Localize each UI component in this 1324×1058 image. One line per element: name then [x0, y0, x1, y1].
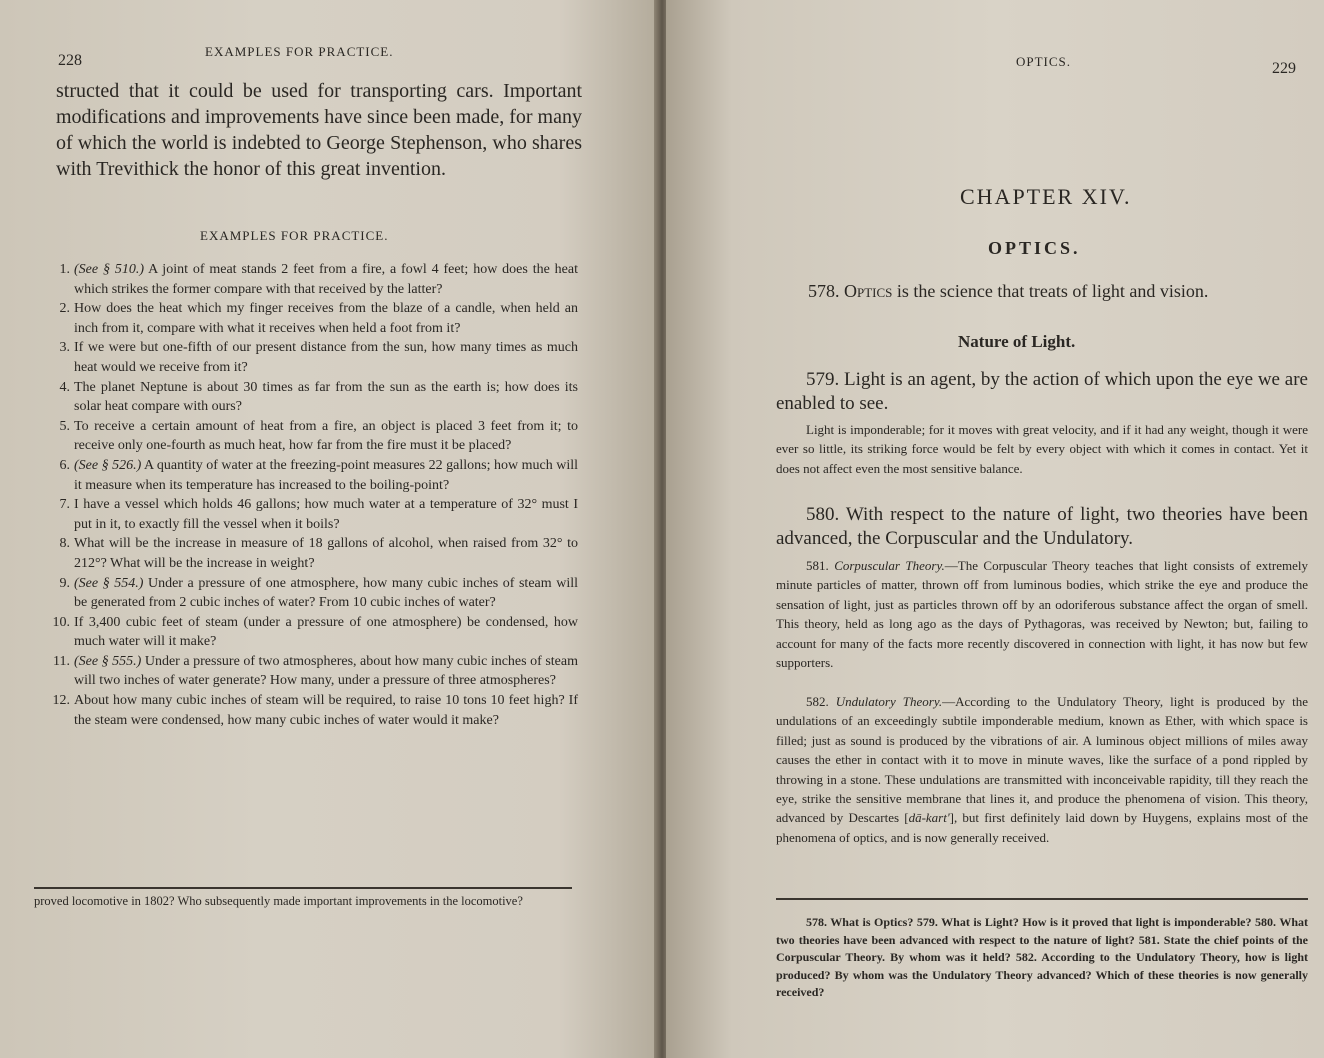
exercise-number: 4. [59, 379, 70, 395]
paragraph-text: —According to the Undulatory Theory, light is produced by the undulations of an exceedingly subtile imponderable medium, known as Ether, with which space is filled; just as sound is produced by the vibrations of air. A luminous object millions of miles away causes the ether in contact with it to move in minute waves, like the surface of a pond rippled by throwing in a stone. These undulations are transmitted with inconceivable rapidity, till they reach the eye, strike the sensitive membrane that lines it, and produce the phenomena of vision. This theory, advanced by Descartes [ [776, 694, 1309, 826]
exercise-text [74, 495, 578, 534]
paragraph-text: ], but first definitely laid down by Huygens, explains most of the phenomena of optics, and is now generally received. [776, 810, 1308, 845]
exercise-item [48, 260, 578, 299]
exercise-number: 6. [59, 457, 70, 473]
paragraph-580: 580. With respect to the nature of light, two theories have been advanced, the Corpuscular and the Undulatory. [776, 504, 1308, 549]
paragraph-582 [776, 692, 1308, 847]
chapter-title: OPTICS. [988, 238, 1081, 258]
exercise-number: 11. [53, 653, 70, 669]
exercise-body: Under a pressure of one atmosphere, how many cubic inches of steam will be generated from 2 cubic inches of water? From 10 cubic inches of water? [74, 575, 578, 611]
footnote-rule-left [34, 887, 572, 889]
exercise-text [74, 260, 578, 299]
left-page [0, 0, 658, 1058]
exercise-body: A quantity of water at the freezing-point measures 22 gallons; how much will it measure when its temperature has increased to the boiling-point? [74, 457, 578, 493]
exercise-item [48, 495, 578, 534]
exercise-number: 10. [52, 614, 70, 630]
exercise-body: About how many cubic inches of steam will be required, to raise 10 tons 10 feet high? If the steam were condensed, how many cubic inches of water would it make? [74, 693, 578, 728]
paragraph-578 [808, 281, 1308, 302]
exercise-text [74, 574, 578, 613]
exercise-list [48, 260, 578, 730]
exercise-number: 12. [52, 693, 70, 709]
paragraph-581 [776, 556, 1308, 672]
paragraph-number: 582. [806, 694, 829, 709]
exercise-item [48, 378, 578, 417]
exercise-text [74, 338, 578, 377]
exercise-number: 7. [59, 497, 70, 513]
exercise-item [48, 338, 578, 377]
exercise-text [74, 456, 578, 495]
footnote-rule-right [776, 898, 1308, 900]
chapter-heading: CHAPTER XIV. [960, 184, 1132, 209]
exercise-item [48, 691, 578, 730]
subheading: Nature of Light. [958, 332, 1076, 351]
exercise-item [48, 299, 578, 338]
page-number-right: 229 [1272, 60, 1296, 77]
theory-title: Undulatory Theory. [835, 694, 943, 709]
exercise-body: Under a pressure of two atmospheres, about how many cubic inches of steam will two inches of water generate? How many, under a pressure of three atmospheres? [74, 653, 578, 689]
exercise-number: 9. [59, 575, 70, 591]
exercise-text [74, 534, 578, 573]
lead-paragraph [56, 78, 582, 182]
lead-last-line: great invention. [320, 158, 446, 180]
page-number-left: 228 [58, 52, 82, 69]
exercise-body: What will be the increase in measure of 18 gallons of alcohol, when raised from 32° to 212°? What will be the increase in weight? [74, 536, 578, 571]
defined-term: Optics [844, 281, 893, 301]
exercise-ref: (See § 526.) [74, 457, 142, 473]
exercise-body: If 3,400 cubic feet of steam (under a pressure of one atmosphere) be condensed, how much water will it make? [74, 614, 578, 650]
exercise-body: To receive a certain amount of heat from a fire, an object is placed 3 feet from it; to receive only one-fourth as much heat, how far from the fire must it be placed? [74, 418, 578, 454]
footnote-right: 578. What is Optics? 579. What is Light? How is it proved that light is imponderable? 580. What two theories have been advanced with respect to the nature of light? 581. State the chief points of the Corpuscular Theory. By whom was it held? 582. According to the Undulatory Theory, how is light produced? By whom was the Undulatory Theory advanced? Which of these theories is now generally received? [776, 915, 1308, 999]
exercise-text [74, 299, 578, 338]
exercise-number: 2. [59, 301, 70, 317]
exercise-text [74, 378, 578, 417]
exercise-item [48, 613, 578, 652]
exercise-item [48, 652, 578, 691]
exercise-item [48, 417, 578, 456]
footnote-left: proved locomotive in 1802? Who subsequently made important improvements in the locomotive? [34, 894, 523, 908]
section-heading: EXAMPLES FOR PRACTICE. [200, 228, 389, 243]
exercise-body: The planet Neptune is about 30 times as far from the sun as the earth is; how does its solar heat compare with ours? [74, 379, 578, 415]
paragraph-text: —The Corpuscular Theory teaches that light consists of extremely minute particles of matter, thrown off from luminous bodies, which strike the eye and produce the sensation of light, just as particles thrown off by an odoriferous substance affect the organ of smell. This theory, held as long ago as the days of Pythagoras, was received by Newton; but, failing to account for many of the facts more recently discovered in connection with light, it has now but few supporters. [776, 558, 1308, 671]
note-579: Light is imponderable; for it moves with great velocity, and if it had any weight, though it were ever so little, its striking force would be felt by every object with which it comes in contact. Yet it does not affect even the most sensitive balance. [776, 422, 1308, 476]
exercise-number: 3. [59, 340, 70, 356]
running-title-left: EXAMPLES FOR PRACTICE. [205, 44, 394, 59]
exercise-body: I have a vessel which holds 46 gallons; how much water at a temperature of 32° must I put in it, to exactly fill the vessel when it boils? [74, 497, 578, 532]
paragraph-579: 579. Light is an agent, by the action of which upon the eye we are enabled to see. [776, 369, 1308, 414]
exercise-body: If we were but one-fifth of our present distance from the sun, how many times as much heat would we receive from it? [74, 340, 578, 375]
exercise-text [74, 691, 578, 730]
lead-text: structed that it could be used for transporting cars. Important modifications and improvements have since been made, for many of which the world is indebted to George Stephenson, who shares with Trevithick the honor of this [56, 80, 582, 180]
exercise-number: 8. [59, 536, 70, 552]
paragraph-text: is the science that treats of light and vision. [892, 281, 1209, 301]
exercise-text [74, 613, 578, 652]
running-title-right: OPTICS. [1016, 54, 1072, 69]
theory-title: Corpuscular Theory. [834, 558, 945, 573]
exercise-item [48, 534, 578, 573]
exercise-body: A joint of meat stands 2 feet from a fire, a fowl 4 feet; how does the heat which strikes the former compare with that received by the latter? [74, 262, 578, 297]
pronunciation: dā-kart' [908, 810, 950, 826]
exercise-item [48, 456, 578, 495]
exercise-body: How does the heat which my finger receives from the blaze of a candle, when held an inch from it, compare with what it receives when held a foot from it? [74, 301, 578, 336]
exercise-item [48, 574, 578, 613]
exercise-ref: (See § 555.) [74, 653, 142, 669]
exercise-text [74, 652, 578, 691]
exercise-number: 1. [59, 262, 70, 277]
paragraph-number: 578. [808, 281, 840, 301]
exercise-ref: (See § 554.) [74, 575, 144, 591]
paragraph-number: 581. [806, 558, 829, 573]
exercise-ref: (See § 510.) [74, 262, 144, 277]
exercise-number: 5. [59, 418, 70, 434]
exercise-text [74, 417, 578, 456]
